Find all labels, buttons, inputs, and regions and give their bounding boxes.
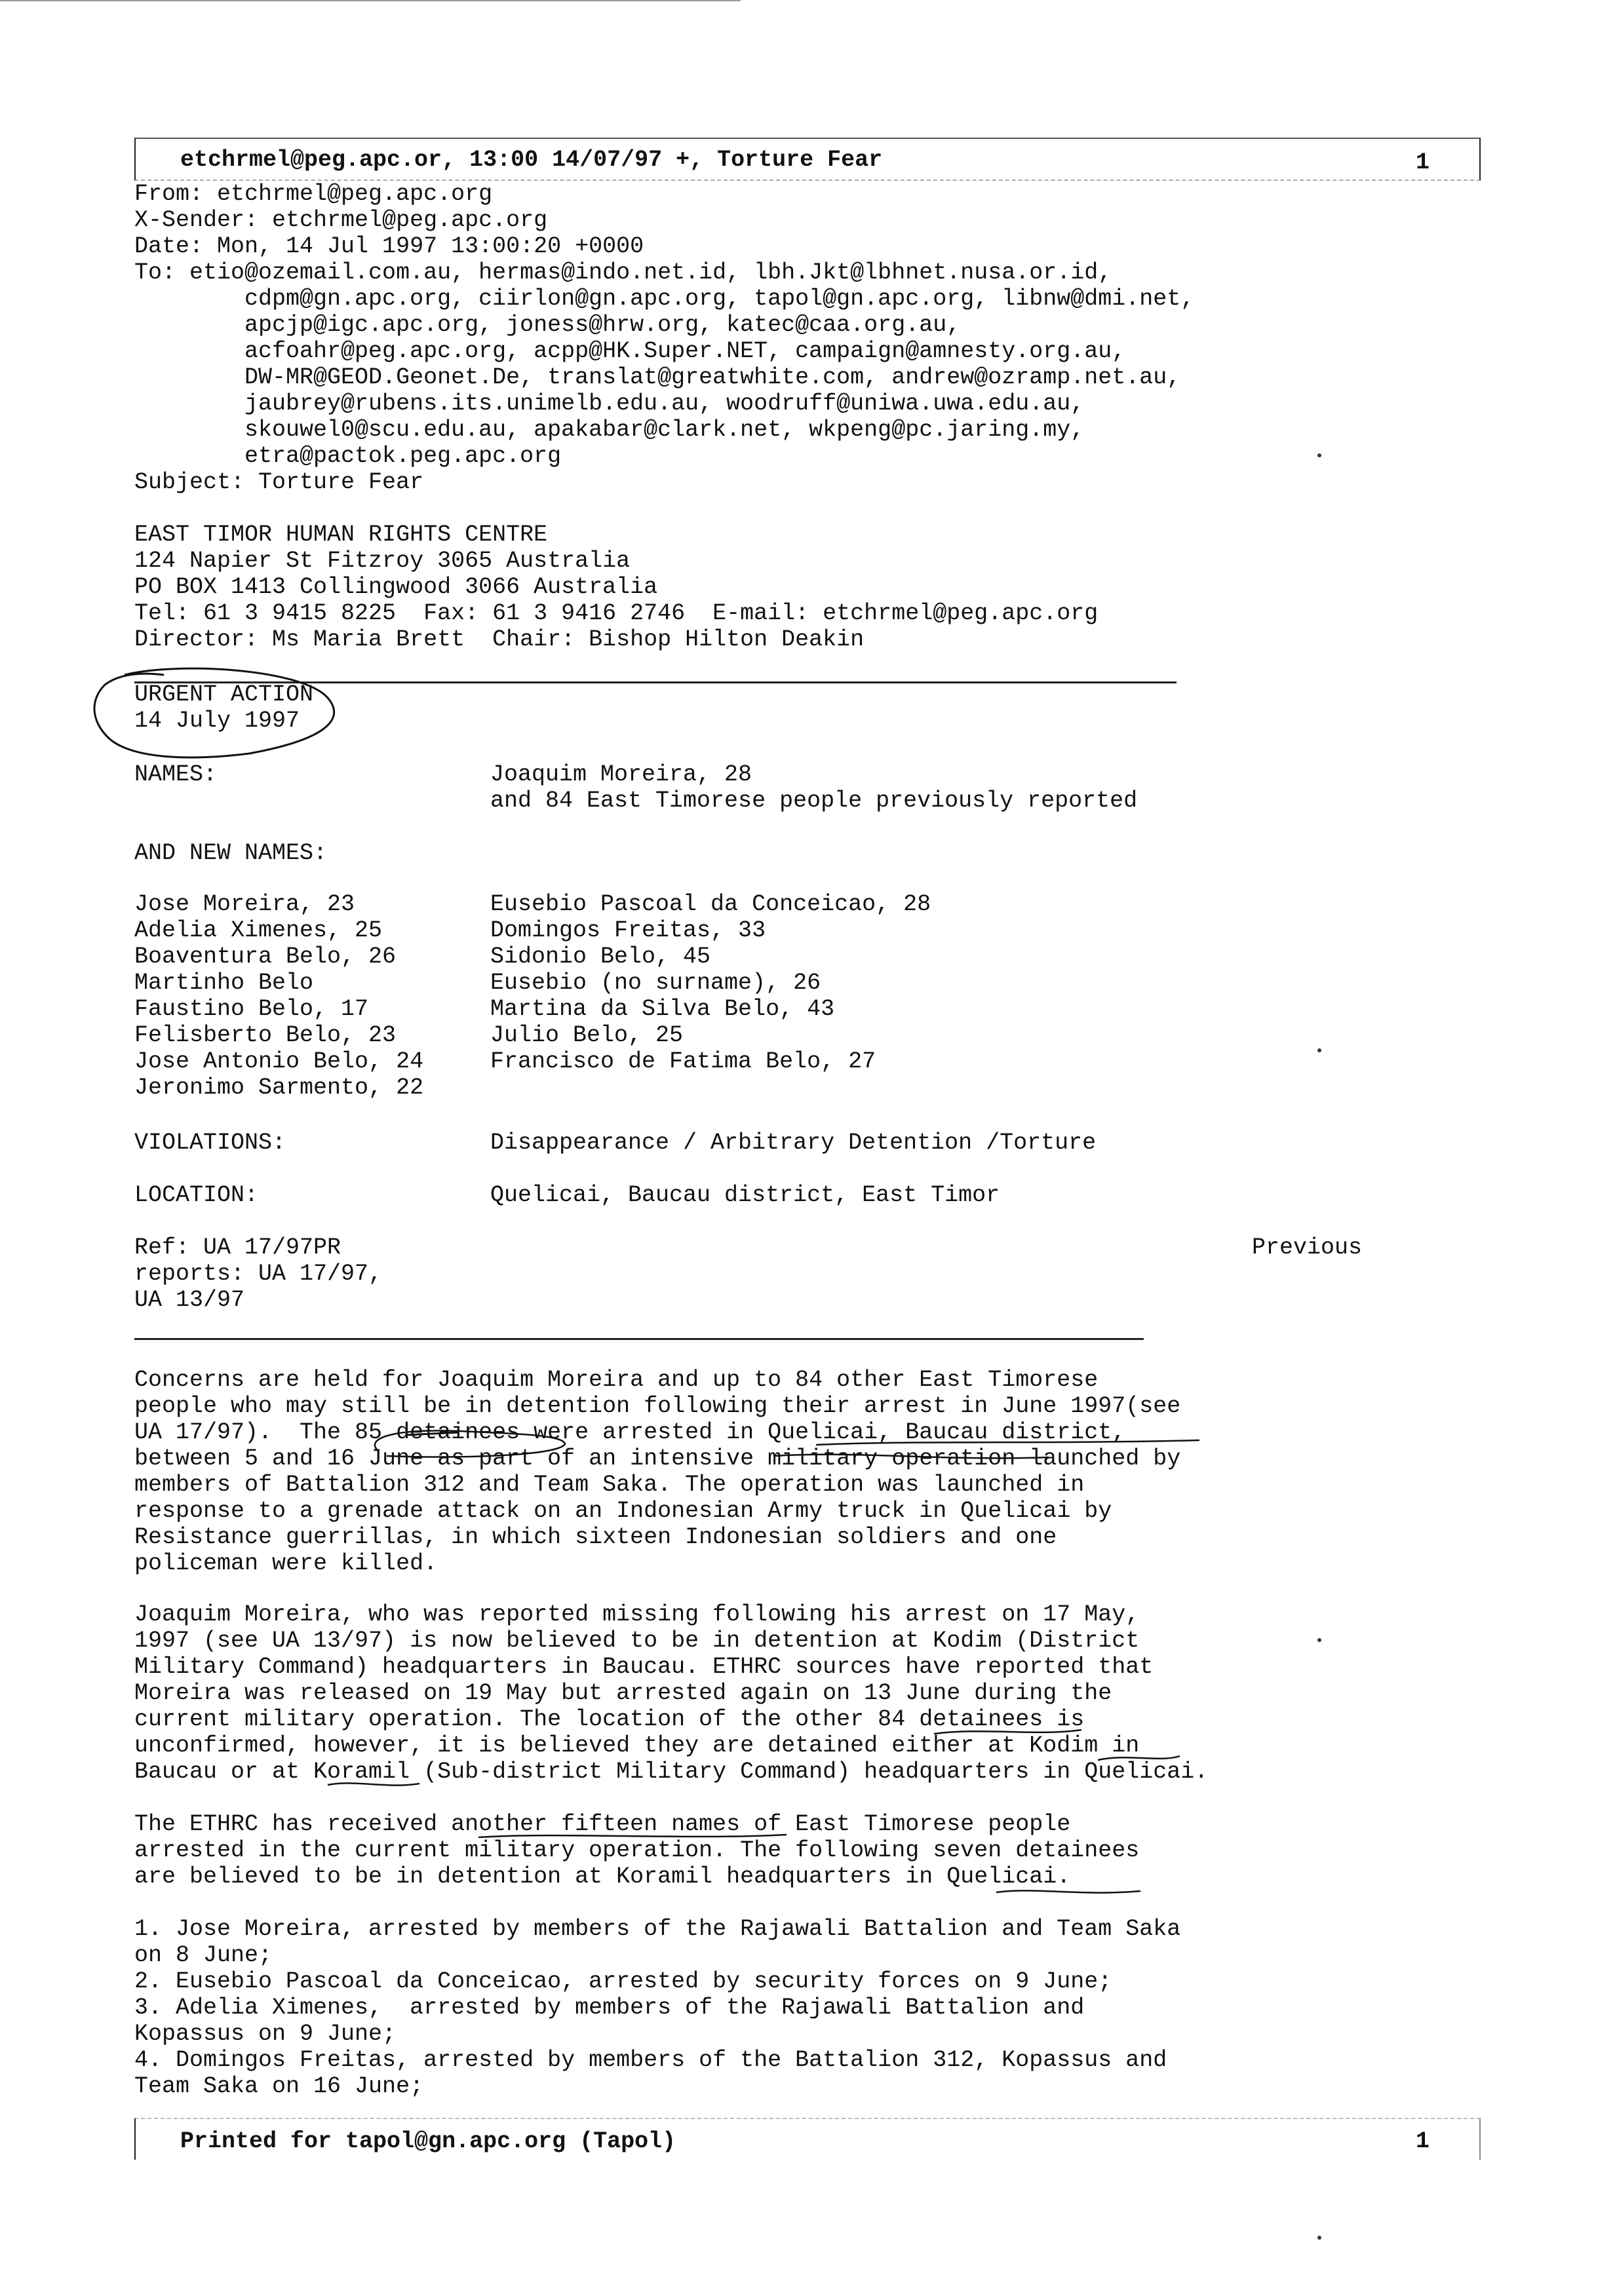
detainee-list xyxy=(134,1916,1180,2099)
email-header-line: apcjp@igc.apc.org, joness@hrw.org, katec@caa.org.au, xyxy=(134,312,961,338)
body-line: current military operation. The location of the other 84 detainees is xyxy=(134,1706,1085,1732)
urgent-action-date: 14 July 1997 xyxy=(134,708,300,734)
new-names-left-column xyxy=(134,891,423,1101)
org-director: Director: Ms Maria Brett Chair: Bishop Hilton Deakin xyxy=(134,626,865,653)
email-header-line: DW-MR@GEOD.Geonet.De, translat@greatwhite.com, andrew@ozramp.net.au, xyxy=(134,364,1181,391)
email-header-line: X-Sender: etchrmel@peg.apc.org xyxy=(134,207,548,233)
email-header-line: etra@pactok.peg.apc.org xyxy=(134,443,562,469)
location-value: Quelicai, Baucau district, East Timor xyxy=(490,1182,1000,1208)
body-paragraph-3 xyxy=(134,1811,1139,1890)
new-name-item: Martina da Silva Belo, 43 xyxy=(490,996,835,1022)
list-item: 2. Eusebio Pascoal da Conceicao, arrested by security forces on 9 June; xyxy=(134,1968,1112,1995)
new-name-item: Eusebio (no surname), 26 xyxy=(490,970,821,996)
body-line: unconfirmed, however, it is believed they are detained either at Kodim in xyxy=(134,1732,1140,1759)
body-line: The ETHRC has received another fifteen names of East Timorese people xyxy=(134,1811,1071,1837)
violations-label: VIOLATIONS: xyxy=(134,1130,286,1156)
new-name-item: Jose Moreira, 23 xyxy=(134,891,355,917)
footer-page-number: 1 xyxy=(1416,2128,1430,2154)
header-page-number: 1 xyxy=(1416,149,1430,176)
new-name-item: Jose Antonio Belo, 24 xyxy=(134,1048,424,1075)
body-line: are believed to be in detention at Koramil headquarters in Quelicai. xyxy=(134,1864,1071,1890)
names-value-line: and 84 East Timorese people previously reported xyxy=(490,788,1138,814)
names-value xyxy=(490,761,1137,814)
body-line: Moreira was released on 19 May but arrested again on 13 June during the xyxy=(134,1680,1112,1706)
body-line: Resistance guerrillas, in which sixteen Indonesian soldiers and one xyxy=(134,1524,1057,1550)
scan-speck xyxy=(1317,2236,1321,2240)
body-line: UA 17/97). The 85 detainees were arrested in Quelicai, Baucau district, xyxy=(134,1419,1126,1445)
new-name-item: Jeronimo Sarmento, 22 xyxy=(134,1075,424,1101)
underline-mark xyxy=(996,1890,1140,1892)
ref-line: Ref: UA 17/97PR xyxy=(134,1234,341,1261)
ref-line: reports: UA 17/97, xyxy=(134,1261,383,1287)
names-value-line: Joaquim Moreira, 28 xyxy=(490,761,752,788)
ref-previous: Previous xyxy=(1252,1234,1363,1261)
list-item: on 8 June; xyxy=(134,1942,273,1968)
urgent-action-label: URGENT ACTION xyxy=(134,681,314,708)
list-item: 4. Domingos Freitas, arrested by members of the Battalion 312, Kopassus and xyxy=(134,2047,1167,2073)
list-item: 3. Adelia Ximenes, arrested by members of the Rajawali Battalion and xyxy=(134,1995,1085,2021)
scan-speck xyxy=(1317,1638,1321,1642)
email-header-line: cdpm@gn.apc.org, ciirlon@gn.apc.org, tapol@gn.apc.org, libnw@dmi.net, xyxy=(134,286,1195,312)
email-header-line: From: etchrmel@peg.apc.org xyxy=(134,181,493,207)
new-name-item: Adelia Ximenes, 25 xyxy=(134,917,383,944)
body-line: arrested in the current military operation. The following seven detainees xyxy=(134,1837,1140,1864)
scan-speck xyxy=(1317,453,1321,457)
email-header-line: Subject: Torture Fear xyxy=(134,469,424,495)
new-names-right-column xyxy=(490,891,931,1075)
new-name-item: Martinho Belo xyxy=(134,970,314,996)
body-line: people who may still be in detention following their arrest in June 1997(see xyxy=(134,1393,1181,1419)
body-paragraph-2 xyxy=(134,1601,1208,1785)
new-name-item: Boaventura Belo, 26 xyxy=(134,944,397,970)
new-name-item: Faustino Belo, 17 xyxy=(134,996,369,1022)
new-name-item: Domingos Freitas, 33 xyxy=(490,917,766,944)
new-names-label: AND NEW NAMES: xyxy=(134,840,328,866)
org-pobox: PO BOX 1413 Collingwood 3066 Australia xyxy=(134,574,658,600)
new-name-item: Felisberto Belo, 23 xyxy=(134,1022,397,1048)
body-line: between 5 and 16 June as part of an intensive military operation launched by xyxy=(134,1445,1181,1472)
list-item: 1. Jose Moreira, arrested by members of the Rajawali Battalion and Team Saka xyxy=(134,1916,1181,1942)
body-line: Joaquim Moreira, who was reported missing following his arrest on 17 May, xyxy=(134,1601,1140,1628)
header-title: etchrmel@peg.apc.or, 13:00 14/07/97 +, Torture Fear xyxy=(180,147,883,173)
email-header-line: jaubrey@rubens.its.unimelb.edu.au, woodruff@uniwa.uwa.edu.au, xyxy=(134,391,1085,417)
body-line: response to a grenade attack on an Indonesian Army truck in Quelicai by xyxy=(134,1498,1112,1524)
email-header-line: To: etio@ozemail.com.au, hermas@indo.net.id, lbh.Jkt@lbhnet.nusa.or.id, xyxy=(134,259,1112,286)
email-headers xyxy=(134,181,1194,495)
footer-text: Printed for tapol@gn.apc.org (Tapol) xyxy=(180,2128,676,2154)
org-block xyxy=(134,522,1098,653)
ref-block xyxy=(134,1234,382,1313)
body-line: 1997 (see UA 13/97) is now believed to be in detention at Kodim (District xyxy=(134,1628,1140,1654)
names-label: NAMES: xyxy=(134,761,218,788)
org-address: 124 Napier St Fitzroy 3065 Australia xyxy=(134,548,631,574)
body-line: Military Command) headquarters in Baucau. ETHRC sources have reported that xyxy=(134,1654,1154,1680)
body-line: policeman were killed. xyxy=(134,1550,438,1577)
new-name-item: Francisco de Fatima Belo, 27 xyxy=(490,1048,876,1075)
email-header-line: skouwel0@scu.edu.au, apakabar@clark.net, wkpeng@pc.jaring.my, xyxy=(134,417,1085,443)
ref-line: UA 13/97 xyxy=(134,1287,245,1313)
new-name-item: Eusebio Pascoal da Conceicao, 28 xyxy=(490,891,931,917)
org-name: EAST TIMOR HUMAN RIGHTS CENTRE xyxy=(134,522,548,548)
urgent-action-block xyxy=(134,681,313,734)
body-line: Baucau or at Koramil (Sub-district Military Command) headquarters in Quelicai. xyxy=(134,1759,1209,1785)
email-header-line: acfoahr@peg.apc.org, acpp@HK.Super.NET, campaign@amnesty.org.au, xyxy=(134,338,1126,364)
list-item: Kopassus on 9 June; xyxy=(134,2021,397,2047)
org-contact: Tel: 61 3 9415 8225 Fax: 61 3 9416 2746 E-mail: etchrmel@peg.apc.org xyxy=(134,600,1099,626)
body-paragraph-1 xyxy=(134,1367,1180,1577)
scan-speck xyxy=(1317,1048,1321,1052)
scan-edge-line xyxy=(0,0,741,1)
violations-value: Disappearance / Arbitrary Detention /Torture xyxy=(490,1130,1097,1156)
email-header-line: Date: Mon, 14 Jul 1997 13:00:20 +0000 xyxy=(134,233,644,259)
list-item: Team Saka on 16 June; xyxy=(134,2073,424,2099)
body-line: members of Battalion 312 and Team Saka. The operation was launched in xyxy=(134,1472,1085,1498)
body-line: Concerns are held for Joaquim Moreira and up to 84 other East Timorese xyxy=(134,1367,1099,1393)
location-label: LOCATION: xyxy=(134,1182,259,1208)
new-name-item: Julio Belo, 25 xyxy=(490,1022,684,1048)
divider-rule xyxy=(134,1338,1144,1340)
new-name-item: Sidonio Belo, 45 xyxy=(490,944,711,970)
